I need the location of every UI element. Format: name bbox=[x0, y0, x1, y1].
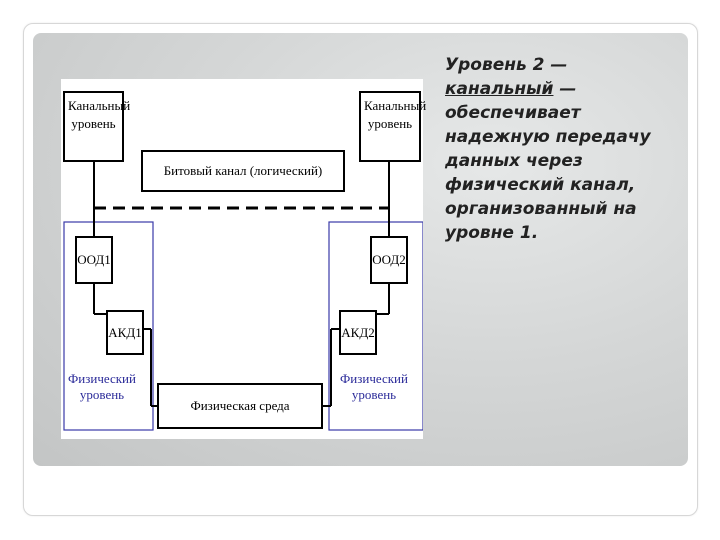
slide-text-part-2: канальный bbox=[445, 79, 554, 99]
left-dte-label: ООД1 bbox=[77, 252, 111, 267]
left-physical-layer-label: Физический уровень bbox=[68, 371, 136, 402]
bit-channel-box bbox=[141, 150, 345, 192]
slide-text-part-3: — обеспечивает надежную передачу данных через физический канал, организованный на уровне 1. bbox=[445, 79, 651, 243]
right-link-layer-box bbox=[359, 91, 427, 162]
right-dte-box bbox=[370, 236, 408, 284]
right-dce-label: АКД2 bbox=[341, 324, 375, 340]
left-link-layer-box bbox=[63, 91, 131, 162]
slide-text-part-1: Уровень 2 — bbox=[445, 55, 568, 75]
physical-medium-label: Физическая среда bbox=[190, 398, 290, 413]
bit-channel-label: Битовый канал (логический) bbox=[163, 163, 323, 178]
left-dce-label: АКД1 bbox=[108, 324, 142, 340]
right-dce-box bbox=[339, 310, 377, 355]
slide-body-text bbox=[445, 53, 680, 245]
right-physical-layer-label: Физический уровень bbox=[340, 371, 408, 402]
osi-link-layer-diagram bbox=[61, 79, 427, 439]
right-dte-label: ООД2 bbox=[372, 252, 406, 267]
left-link-layer-label: Канальный уровень bbox=[68, 98, 131, 131]
left-dte-box bbox=[75, 236, 113, 284]
physical-medium-box bbox=[157, 383, 323, 429]
left-dce-box bbox=[106, 310, 144, 355]
right-link-layer-label: Канальный уровень bbox=[364, 98, 427, 131]
